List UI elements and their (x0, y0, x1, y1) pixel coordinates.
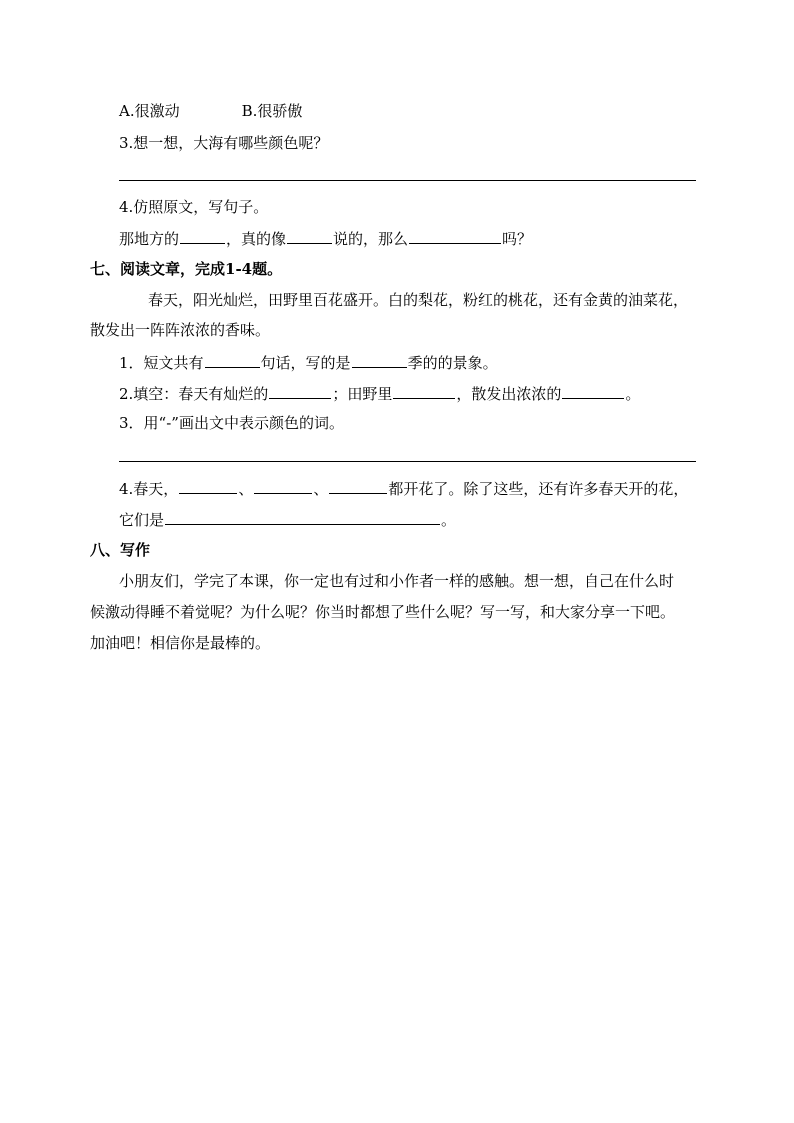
option-b[interactable]: B.很骄傲 (241, 102, 303, 120)
writing-prompt-line-3: 加油吧！相信你是最棒的。 (90, 634, 271, 652)
question-text: 句话，写的是 (260, 354, 351, 372)
option-a[interactable]: A.很激动 (119, 102, 180, 120)
sentence-text: 那地方的 (119, 230, 180, 248)
section-7-heading: 七、阅读文章，完成1-4题。 (90, 260, 283, 278)
writing-prompt-line-2: 候激动得睡不着觉呢？为什么呢？你当时都想了些什么呢？写一写，和大家分享一下吧。 (90, 603, 676, 621)
blank-field[interactable] (393, 383, 455, 399)
question-text: ，散发出浓浓的 (456, 385, 562, 403)
blank-field[interactable] (329, 478, 387, 494)
answer-line[interactable] (119, 461, 696, 462)
blank-field[interactable] (562, 383, 624, 399)
sentence-text: 吗？ (502, 230, 533, 248)
section-7-question-3: 3．用“-”画出文中表示颜色的词。 (119, 414, 344, 432)
question-text: 它们是 (119, 511, 165, 529)
answer-line[interactable] (119, 180, 696, 181)
writing-prompt-line-1: 小朋友们，学完了本课，你一定也有过和小作者一样的感触。想一想，自己在什么时 (119, 572, 675, 590)
question-text: 都开花了。除了这些，还有许多春天开的花， (388, 480, 689, 498)
blank-field[interactable] (205, 352, 260, 368)
question-text: 、 (238, 480, 254, 498)
blank-field[interactable] (179, 478, 237, 494)
section-7-question-4 (119, 478, 688, 498)
passage-line-2: 散发出一阵阵浓浓的香味。 (90, 321, 271, 339)
question-4: 4.仿照原文，写句子。 (119, 198, 269, 216)
blank-field[interactable] (254, 478, 312, 494)
question-text: ；田野里 (332, 385, 393, 403)
option-row (119, 101, 302, 121)
sentence-text: ，真的像 (226, 230, 287, 248)
section-7-question-2 (119, 383, 640, 403)
section-8-heading: 八、写作 (90, 541, 151, 559)
blank-field[interactable] (180, 228, 225, 244)
question-text: 。 (625, 385, 641, 403)
question-4-sentence (119, 228, 532, 248)
blank-field[interactable] (269, 383, 331, 399)
section-7-question-4-cont (119, 509, 456, 529)
question-text: 2.填空：春天有灿烂的 (119, 385, 269, 403)
question-text: 4.春天， (119, 480, 179, 498)
question-text: 1．短文共有 (119, 354, 204, 372)
question-3: 3.想一想，大海有哪些颜色呢？ (119, 134, 329, 152)
question-text: 、 (313, 480, 329, 498)
question-text: 季的的景象。 (407, 354, 498, 372)
blank-field[interactable] (409, 228, 501, 244)
blank-field[interactable] (165, 509, 440, 525)
sentence-text: 说的，那么 (333, 230, 409, 248)
blank-field[interactable] (352, 352, 407, 368)
question-text: 。 (441, 511, 457, 529)
section-7-question-1 (119, 352, 498, 372)
blank-field[interactable] (287, 228, 332, 244)
passage-line-1: 春天，阳光灿烂，田野里百花盛开。白的梨花，粉红的桃花，还有金黄的油菜花， (148, 291, 689, 309)
